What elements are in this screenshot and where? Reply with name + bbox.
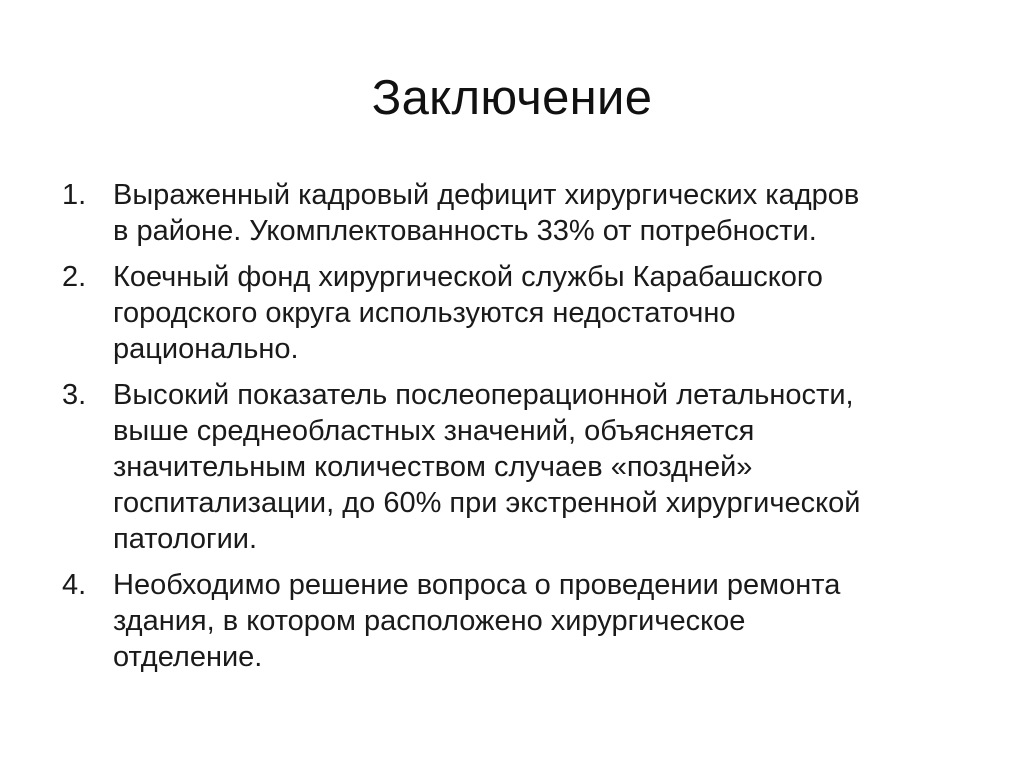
list-item-line: отделение. [113,641,263,673]
list-item-line: городского округа используются недостаточно [113,297,736,329]
list-item-number: 4. [62,569,87,601]
list-item [62,177,962,249]
list-item [62,567,962,675]
list-item-line: здания, в котором расположено хирургическое [113,605,746,637]
list-item [62,259,962,367]
list-item-line: Выраженный кадровый дефицит хирургических кадров [113,179,860,211]
list-item-line: значительным количеством случаев «поздней» [113,451,753,483]
list-item-line: в районе. Укомплектованность 33% от потребности. [113,215,817,247]
list-item-line: патологии. [113,523,258,555]
list-item-number: 2. [62,261,87,293]
list-item-number: 1. [62,179,87,211]
list-item-line: рационально. [113,333,299,365]
list-item-number: 3. [62,379,87,411]
list-item-line: выше среднеобластных значений, объясняется [113,415,755,447]
slide-title: Заключение [371,71,653,125]
list-item [62,377,962,557]
list-item-line: Необходимо решение вопроса о проведении ремонта [113,569,841,601]
list-item-line: Коечный фонд хирургической службы Карабашского [113,261,823,293]
list-item-line: госпитализации, до 60% при экстренной хирургической [113,487,861,519]
conclusion-list [62,177,962,685]
list-item-line: Высокий показатель послеоперационной летальности, [113,379,854,411]
